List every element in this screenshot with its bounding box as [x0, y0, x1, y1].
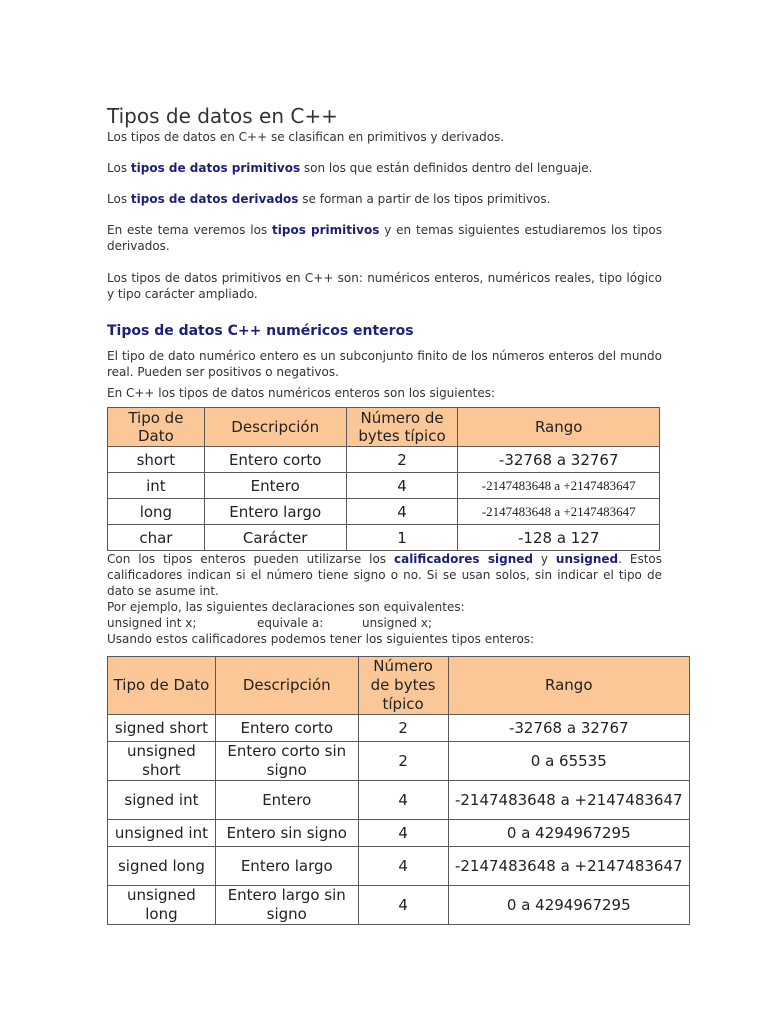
header-rango: Rango: [448, 657, 689, 715]
cell-rango: -2147483648 a +2147483647: [458, 499, 660, 525]
cell-rango: 0 a 4294967295: [448, 886, 689, 925]
cell-bytes: 2: [346, 447, 458, 473]
cell-descripcion: Entero largo: [215, 847, 358, 886]
table-row: [108, 715, 690, 742]
derivados-pre: Los: [107, 192, 131, 206]
cell-rango: 0 a 4294967295: [448, 820, 689, 847]
cell-bytes: 1: [346, 525, 458, 551]
cell-tipo: unsigned int: [108, 820, 216, 847]
primitivos-highlight: tipos de datos primitivos: [130, 161, 301, 175]
table-row: [108, 525, 660, 551]
decl-mid: equivale a:: [257, 616, 324, 630]
table-row: [108, 820, 690, 847]
tema-paragraph: [107, 222, 662, 254]
cell-rango: -2147483648 a +2147483647: [448, 847, 689, 886]
calificadores-mid: y: [532, 552, 556, 566]
table-row: [108, 847, 690, 886]
intro-paragraph: Los tipos de datos en C++ se clasifican en primitivos y derivados.: [107, 130, 505, 144]
cell-bytes: 4: [358, 820, 448, 847]
cell-rango: -128 a 127: [458, 525, 660, 551]
decl-left: unsigned int x;: [107, 616, 197, 630]
table-row: [108, 499, 660, 525]
calificadores-paragraph: [107, 551, 662, 599]
cell-rango: -2147483648 a +2147483647: [448, 781, 689, 820]
section-paragraph-1: El tipo de dato numérico entero es un subconjunto finito de los números enteros del mundo real. Pueden ser positivos o negativos.: [107, 349, 662, 379]
header-tipo: Tipo de Dato: [108, 657, 216, 715]
calificadores-pre: Con los tipos enteros pueden utilizarse los: [107, 552, 394, 566]
ejemplo-paragraph: Por ejemplo, las siguientes declaraciones son equivalentes:: [107, 600, 465, 614]
derivados-paragraph: [107, 191, 662, 207]
cell-tipo: signed long: [108, 847, 216, 886]
tema-post: y en temas siguientes estudiaremos los tipos derivados.: [107, 223, 662, 253]
calificadores-table: [107, 656, 690, 925]
cell-rango: -32768 a 32767: [458, 447, 660, 473]
header-bytes: Número de bytes típico: [346, 408, 458, 447]
cell-descripcion: Entero corto: [215, 715, 358, 742]
table-row: [108, 473, 660, 499]
calificadores-block: [107, 551, 662, 647]
table-row: [108, 742, 690, 781]
cell-descripcion: Entero corto: [204, 447, 346, 473]
header-descripcion: Descripción: [204, 408, 346, 447]
primitivos-pre: Los: [107, 161, 131, 175]
decl-right: unsigned x;: [362, 616, 432, 630]
cell-bytes: 4: [346, 473, 458, 499]
table-row: [108, 781, 690, 820]
header-bytes: Número de bytes típico: [358, 657, 448, 715]
declaration-row: [107, 615, 662, 631]
header-rango: Rango: [458, 408, 660, 447]
document-page: [107, 104, 683, 925]
cell-bytes: 4: [358, 781, 448, 820]
cell-bytes: 4: [358, 847, 448, 886]
cell-bytes: 4: [358, 886, 448, 925]
cell-bytes: 4: [346, 499, 458, 525]
cell-descripcion: Entero largo sin signo: [215, 886, 358, 925]
table-row: [108, 886, 690, 925]
primitivos-paragraph: [107, 160, 662, 176]
cell-rango: -32768 a 32767: [448, 715, 689, 742]
enteros-table: [107, 407, 660, 551]
usando-paragraph: Usando estos calificadores podemos tener los siguientes tipos enteros:: [107, 632, 535, 646]
header-tipo: Tipo de Dato: [108, 408, 205, 447]
cell-tipo: signed int: [108, 781, 216, 820]
cell-rango: -2147483648 a +2147483647: [458, 473, 660, 499]
cell-descripcion: Entero: [215, 781, 358, 820]
tema-pre: En este tema veremos los: [107, 223, 273, 237]
calificadores-unsigned: unsigned: [555, 552, 619, 566]
cell-tipo: short: [108, 447, 205, 473]
derivados-highlight: tipos de datos derivados: [130, 192, 299, 206]
calificadores-post: . Estos calificadores indican si el número tiene signo o no. Si se usan solos, sin indicar el tipo de dato se asume int.: [107, 552, 662, 598]
cell-descripcion: Entero sin signo: [215, 820, 358, 847]
page-title: Tipos de datos en C++: [107, 104, 338, 128]
lista-paragraph: Los tipos de datos primitivos en C++ son: numéricos enteros, numéricos reales, tipo lógico y tipo carácter ampliado.: [107, 271, 662, 301]
section-paragraph-2: En C++ los tipos de datos numéricos enteros son los siguientes:: [107, 386, 495, 400]
cell-rango: 0 a 65535: [448, 742, 689, 781]
tema-highlight: tipos primitivos: [272, 223, 380, 237]
cell-tipo: long: [108, 499, 205, 525]
table-header-row: [108, 408, 660, 447]
cell-tipo: signed short: [108, 715, 216, 742]
cell-descripcion: Carácter: [204, 525, 346, 551]
header-descripcion: Descripción: [215, 657, 358, 715]
derivados-post: se forman a partir de los tipos primitivos.: [298, 192, 551, 206]
calificadores-signed: calificadores signed: [393, 552, 533, 566]
cell-bytes: 2: [358, 715, 448, 742]
cell-tipo: int: [108, 473, 205, 499]
cell-tipo: char: [108, 525, 205, 551]
table-header-row: [108, 657, 690, 715]
cell-bytes: 2: [358, 742, 448, 781]
cell-descripcion: Entero: [204, 473, 346, 499]
cell-descripcion: Entero corto sin signo: [215, 742, 358, 781]
table-row: [108, 447, 660, 473]
cell-tipo: unsigned short: [108, 742, 216, 781]
primitivos-post: son los que están definidos dentro del lenguaje.: [300, 161, 593, 175]
section-heading: Tipos de datos C++ numéricos enteros: [107, 323, 414, 339]
cell-tipo: unsigned long: [108, 886, 216, 925]
cell-descripcion: Entero largo: [204, 499, 346, 525]
